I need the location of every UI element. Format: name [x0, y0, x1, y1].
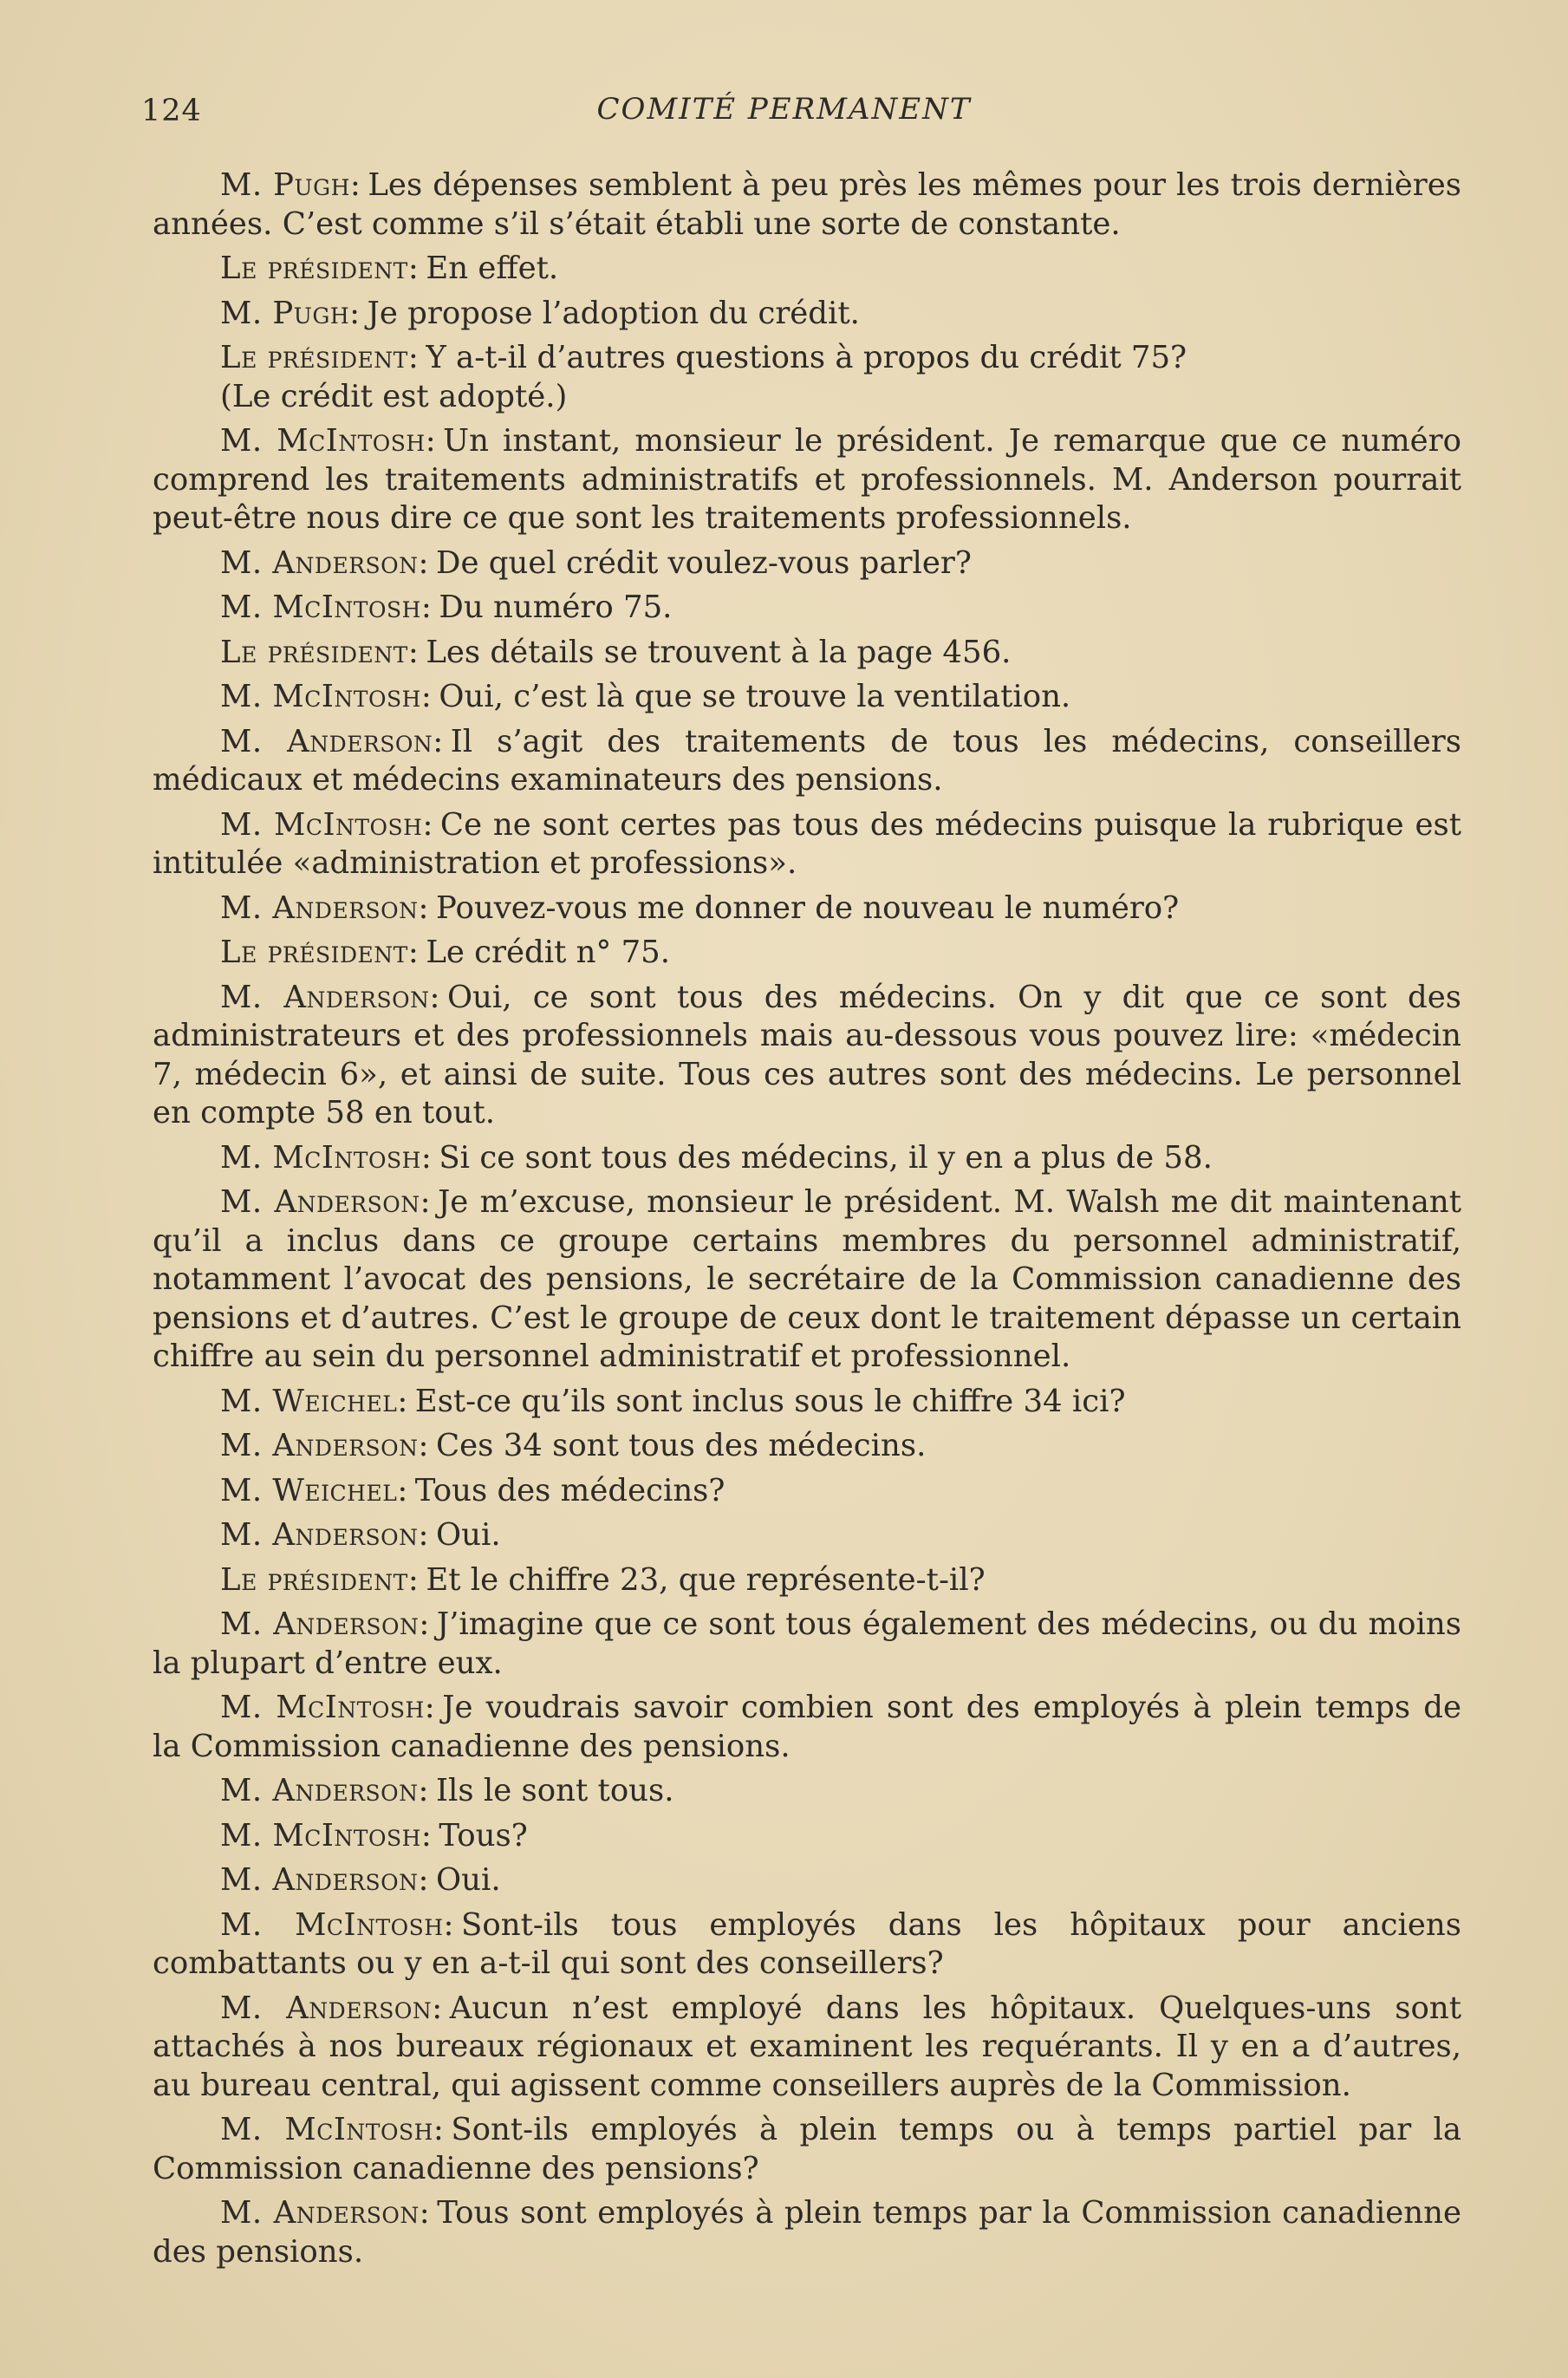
transcript-paragraph	[153, 295, 1461, 334]
paragraph-text: Oui, c’est là que se trouve la ventilation.	[439, 679, 1071, 714]
transcript-paragraph	[153, 1561, 1461, 1600]
paragraph-text: Tous des médecins?	[414, 1472, 725, 1508]
transcript-paragraph	[153, 2194, 1461, 2271]
transcript-paragraph	[153, 544, 1461, 583]
speaker-label: Le président:	[220, 1561, 420, 1598]
transcript-paragraph	[153, 1606, 1461, 1683]
speaker-label: M. Anderson:	[220, 1990, 443, 2026]
transcript-paragraph	[153, 1906, 1461, 1984]
paragraph-text: Aucun n’est employé dans les hôpitaux. Quelques-uns sont attachés à nos bureaux régionaux et examinent les requérants. Il y en a d’autres, au bureau central, qui agissent comme conseillers auprès de la Commission.	[153, 1990, 1461, 2103]
transcript-paragraph	[153, 934, 1461, 973]
stage-direction	[153, 378, 1461, 417]
paragraph-text: Du numéro 75.	[439, 590, 673, 625]
transcript-paragraph	[153, 166, 1461, 244]
transcript-paragraph	[153, 1772, 1461, 1811]
speaker-label: M. Anderson:	[220, 2195, 431, 2231]
speaker-label: M. Anderson:	[220, 1184, 432, 1220]
paragraph-text: Oui, ce sont tous des médecins. On y dit que ce sont des administrateurs et des professionnels mais au-dessous vous pouvez lire: «médecin 7, médecin 6», et ainsi de suite. Tous ces autres sont des médecins. Le personnel en compte 58 en tout.	[153, 979, 1461, 1130]
paragraph-text: Et le chiffre 23, que représente-t-il?	[426, 1561, 986, 1598]
transcript-paragraph	[153, 1689, 1461, 1766]
transcript-paragraph	[153, 678, 1461, 717]
transcript-paragraph	[153, 1817, 1461, 1856]
paragraph-text: Oui.	[436, 1517, 501, 1553]
speaker-label: Le président:	[220, 634, 420, 670]
speaker-label: M. McIntosh:	[220, 1139, 433, 1176]
transcript-paragraph	[153, 1990, 1461, 2106]
transcript-body	[153, 166, 1461, 2277]
transcript-paragraph	[153, 589, 1461, 628]
paragraph-text: (Le crédit est adopté.)	[220, 378, 568, 414]
paragraph-text: Il s’agit des traitements de tous les médecins, conseillers médicaux et médecins examinateurs des pensions.	[153, 723, 1461, 798]
paragraph-text: Si ce sont tous des médecins, il y en a plus de 58.	[439, 1139, 1213, 1176]
transcript-paragraph	[153, 634, 1461, 673]
speaker-label: M. Pugh:	[220, 167, 361, 203]
speaker-label: Le président:	[220, 935, 420, 970]
paragraph-text: Le crédit n° 75.	[426, 935, 671, 970]
transcript-paragraph	[153, 1183, 1461, 1377]
speaker-label: M. McIntosh:	[220, 423, 437, 459]
speaker-label: M. Anderson:	[220, 723, 444, 759]
paragraph-text: En effet.	[426, 251, 559, 286]
paragraph-text: Ce ne sont certes pas tous des médecins puisque la rubrique est intitulée «administration et professions».	[153, 806, 1462, 881]
speaker-label: M. McIntosh:	[220, 2112, 445, 2147]
speaker-label: M. McIntosh:	[220, 1690, 436, 1725]
paragraph-text: Est-ce qu’ils sont inclus sous le chiffre 34 ici?	[414, 1383, 1126, 1419]
speaker-label: Le président:	[220, 340, 420, 375]
speaker-label: M. Pugh:	[220, 295, 361, 331]
paragraph-text: Tous sont employés à plein temps par la Commission canadienne des pensions.	[153, 2195, 1461, 2270]
paragraph-text: Pouvez-vous me donner de nouveau le numéro?	[436, 889, 1180, 926]
speaker-label: M. Anderson:	[220, 1862, 430, 1898]
paragraph-text: Je m’excuse, monsieur le président. M. Walsh me dit maintenant qu’il a inclus dans ce groupe certains membres du personnel administratif, notamment l’avocat des pensions, le secrétaire de la Commission canadienne des pensions et d’autres. C’est le groupe de ceux dont le traitement dépasse un certain chiffre au sein du personnel administratif et professionnel.	[153, 1184, 1461, 1374]
page-number: 124	[141, 94, 202, 128]
paragraph-text: Les détails se trouvent à la page 456.	[426, 634, 1012, 670]
speaker-label: M. Anderson:	[220, 979, 440, 1015]
paragraph-text: Tous?	[439, 1817, 528, 1854]
running-title: COMITÉ PERMANENT	[596, 92, 972, 127]
transcript-paragraph	[153, 1139, 1461, 1178]
speaker-label: M. Anderson:	[220, 1517, 430, 1553]
speaker-label: M. Weichel:	[220, 1383, 408, 1419]
speaker-label: M. Weichel:	[220, 1472, 408, 1508]
speaker-label: M. Anderson:	[220, 1773, 430, 1808]
paragraph-text: Ces 34 sont tous des médecins.	[436, 1428, 927, 1463]
paragraph-text: Sont-ils tous employés dans les hôpitaux pour anciens combattants ou y en a-t-il qui sont des conseillers?	[153, 1906, 1462, 1981]
paragraph-text: Ils le sont tous.	[436, 1773, 674, 1808]
speaker-label: M. McIntosh:	[220, 806, 433, 843]
speaker-label: M. Anderson:	[220, 1428, 430, 1463]
paragraph-text: Je voudrais savoir combien sont des employés à plein temps de la Commission canadienne des pensions.	[153, 1690, 1461, 1764]
speaker-label: M. Anderson:	[220, 544, 430, 581]
transcript-paragraph	[153, 1383, 1461, 1422]
transcript-paragraph	[153, 422, 1461, 538]
transcript-paragraph	[153, 1472, 1461, 1511]
transcript-paragraph	[153, 250, 1461, 289]
paragraph-text: Sont-ils employés à plein temps ou à temps partiel par la Commission canadienne des pensions?	[153, 2112, 1462, 2186]
speaker-label: M. McIntosh:	[220, 590, 433, 625]
transcript-paragraph	[153, 806, 1461, 883]
paragraph-text: Y a-t-il d’autres questions à propos du crédit 75?	[426, 340, 1187, 375]
paragraph-text: J’imagine que ce sont tous également des médecins, ou du moins la plupart d’entre eux.	[153, 1606, 1461, 1681]
transcript-paragraph	[153, 723, 1461, 800]
speaker-label: Le président:	[220, 251, 420, 286]
transcript-paragraph	[153, 2111, 1461, 2188]
transcript-paragraph	[153, 1516, 1461, 1555]
paragraph-text: Oui.	[436, 1862, 501, 1898]
paragraph-text: De quel crédit voulez-vous parler?	[436, 544, 972, 581]
paragraph-text: Un instant, monsieur le président. Je remarque que ce numéro comprend les traitements administratifs et professionnels. M. Anderson pourrait peut-être nous dire ce que sont les traitements professionnels.	[153, 423, 1462, 536]
transcript-paragraph	[153, 1861, 1461, 1900]
speaker-label: M. McIntosh:	[220, 1817, 433, 1854]
speaker-label: M. Anderson:	[220, 1606, 430, 1642]
speaker-label: M. Anderson:	[220, 889, 430, 926]
paragraph-text: Les dépenses semblent à peu près les mêmes pour les trois dernières années. C’est comme s’il s’était établi une sorte de constante.	[153, 167, 1461, 242]
transcript-paragraph	[153, 339, 1461, 378]
transcript-paragraph	[153, 979, 1461, 1133]
transcript-paragraph	[153, 1427, 1461, 1466]
transcript-paragraph	[153, 889, 1461, 928]
speaker-label: M. McIntosh:	[220, 1906, 455, 1943]
paragraph-text: Je propose l’adoption du crédit.	[367, 295, 860, 331]
speaker-label: M. McIntosh:	[220, 679, 433, 714]
